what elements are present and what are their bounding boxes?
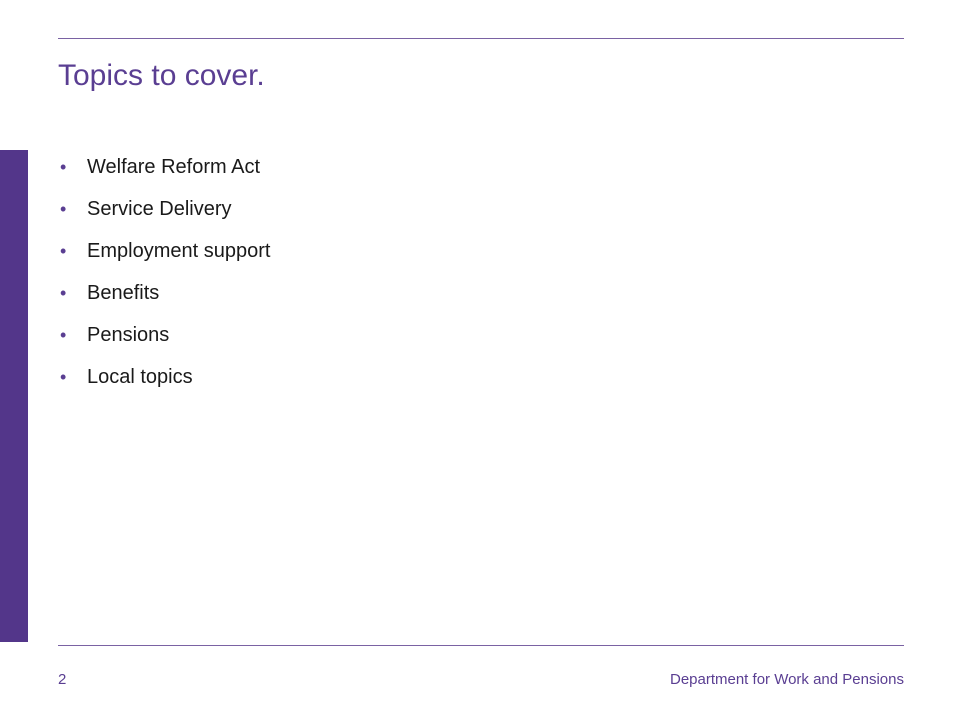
bullet-dot-icon: •: [60, 325, 67, 345]
top-divider: [58, 38, 904, 39]
list-item-text: Employment support: [87, 240, 271, 262]
side-accent-bar: [0, 150, 28, 642]
list-item-text: Welfare Reform Act: [87, 156, 261, 178]
bullet-dot-icon: •: [60, 157, 67, 177]
list-item-text: Benefits: [87, 282, 160, 304]
page-number: 2: [58, 671, 67, 688]
bullet-dot-icon: •: [60, 199, 67, 219]
list-item-text: Service Delivery: [87, 198, 232, 220]
list-item-text: Pensions: [87, 324, 170, 346]
footer-organisation: Department for Work and Pensions: [669, 671, 904, 688]
slide-title: Topics to cover.: [58, 59, 265, 92]
bullet-dot-icon: •: [60, 241, 67, 261]
list-item-text: Local topics: [87, 366, 193, 388]
bottom-divider: [58, 645, 904, 646]
bullet-dot-icon: •: [60, 367, 67, 387]
bullet-dot-icon: •: [60, 283, 67, 303]
